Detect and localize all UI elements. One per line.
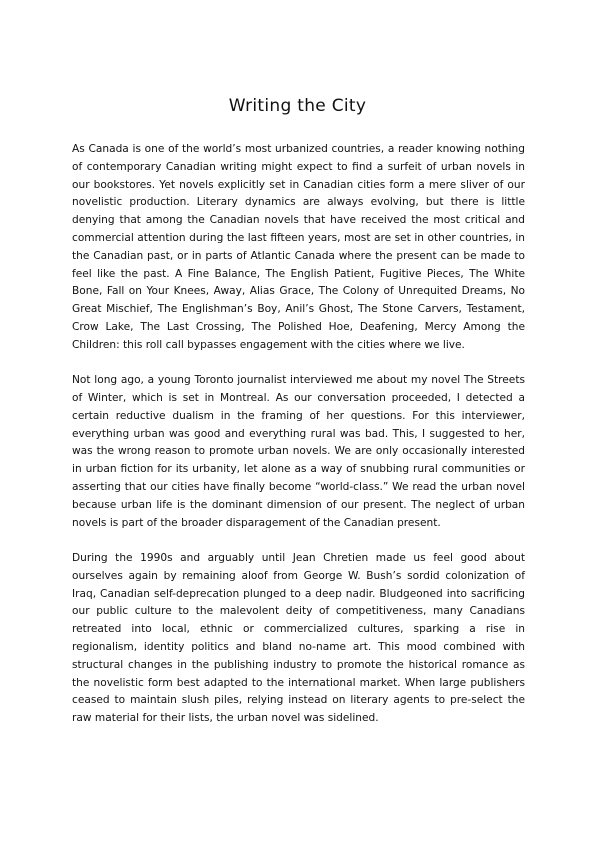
paragraph-1: As Canada is one of the world’s most urbanized countries, a reader knowing nothing of contemporary Canadian writing might expect to find a surfeit of urban novels in our bookstores. Yet novels explicitly set in Canadian cities form a mere sliver of our novelistic production. Literary dynamics are always evolving, but there is little denying that among the Canadian novels that have received the most critical and commercial attention during the last fifteen years, most are set in other countries, in the Canadian past, or in parts of Atlantic Canada where the present can be made to feel like the past. A Fine Balance, The English Patient, Fugitive Pieces, The White Bone, Fall on Your Knees, Away, Alias Grace, The Colony of Unrequited Dreams, No Great Mischief, The Englishman’s Boy, Anil’s Ghost, The Stone Carvers, Testament, Crow Lake, The Last Crossing, The Polished Hoe, Deafening, Mercy Among the Children: this roll call bypasses engagement with the cities where we live. — [72, 143, 525, 351]
document-title: Writing the City — [228, 96, 367, 116]
paragraph-2: Not long ago, a young Toronto journalist interviewed me about my novel The Streets of Winter, which is set in Montreal. As our conversation proceeded, I detected a certain reductive dualism in the framing of her questions. For this interviewer, everything urban was good and everything rural was bad. This, I suggested to her, was the wrong reason to promote urban novels. We are only occasionally interested in urban fiction for its urbanity, let alone as a way of snubbing rural communities or asserting that our cities have finally become “world-class.” We read the urban novel because urban life is the dominant dimension of our present. The neglect of urban novels is part of the broader disparagement of the Canadian present. — [72, 374, 525, 529]
paragraph-3: During the 1990s and arguably until Jean Chretien made us feel good about ourselves again by remaining aloof from George W. Bush’s sordid colonization of Iraq, Canadian self-deprecation plunged to a deep nadir. Bludgeoned into sacrificing our public culture to the malevolent deity of competitiveness, many Canadians retreated into local, ethnic or commercialized cultures, sparking a rise in regionalism, identity politics and bland no-name art. This mood combined with structural changes in the publishing industry to promote the historical romance as the novelistic form best adapted to the international market. When large publishers ceased to maintain slush piles, relying instead on literary agents to pre-select the raw material for their lists, the urban novel was sidelined. — [72, 551, 525, 725]
document-body — [72, 141, 525, 745]
